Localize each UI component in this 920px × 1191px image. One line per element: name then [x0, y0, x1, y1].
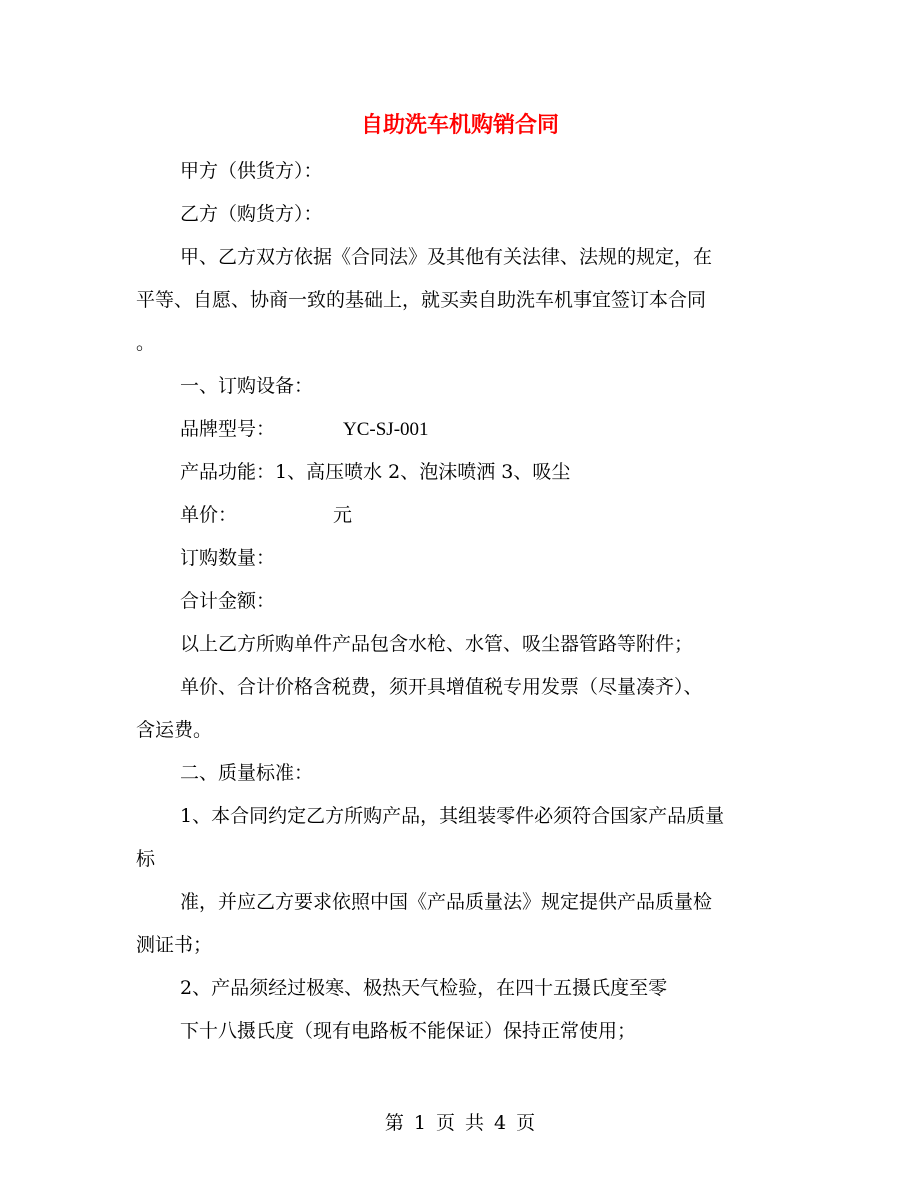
quality-item2-line-1: 2、产品须经过极寒、极热天气检验，在四十五摄氏度至零	[180, 977, 668, 999]
intro-line-2: 平等、自愿、协商一致的基础上，就买卖自助洗车机事宜签订本合同	[136, 289, 707, 311]
unit-price-line	[180, 502, 352, 528]
intro-line-1: 甲、乙方双方依据《合同法》及其他有关法律、法规的规定，在	[180, 246, 713, 268]
section2-heading: 二、质量标准：	[180, 762, 314, 784]
brand-model-line	[180, 416, 429, 443]
section1-heading: 一、订购设备：	[180, 375, 314, 397]
unit-price-label: 单价：	[180, 504, 238, 526]
footer-ye: 页	[435, 1112, 455, 1134]
quality-item2-line-2: 下十八摄氏度（现有电路板不能保证）保持正常使用；	[180, 1020, 637, 1042]
tax-line-1: 单价、合计价格含税费，须开具增值税专用发票（尽量凑齐）、	[180, 676, 703, 698]
tax-line-2: 含运费。	[136, 719, 213, 741]
quality-item1-line-2: 标	[136, 848, 156, 870]
party-a-line: 甲方（供货方）：	[180, 160, 323, 182]
accessories-line: 以上乙方所购单件产品包含水枪、水管、吸尘器管路等附件；	[180, 633, 694, 655]
footer-di: 第	[384, 1112, 404, 1134]
footer-ye-2: 页	[516, 1112, 536, 1134]
footer-gong: 共	[465, 1112, 485, 1134]
quantity-line: 订购数量：	[180, 547, 276, 569]
document-title: 自助洗车机购销合同	[360, 112, 559, 138]
total-amount-line: 合计金额：	[180, 590, 276, 612]
page-footer	[0, 1110, 920, 1136]
quality-item1-line-3: 准，并应乙方要求依照中国《产品质量法》规定提供产品质量检	[180, 891, 713, 913]
brand-model-value: YC-SJ-001	[343, 419, 429, 440]
unit-price-unit: 元	[333, 504, 353, 526]
footer-total-pages: 4	[494, 1112, 507, 1134]
footer-page-number: 1	[413, 1112, 426, 1134]
intro-line-3: 。	[136, 332, 156, 354]
quality-item1-line-1: 1、本合同约定乙方所购产品，其组装零件必须符合国家产品质量	[180, 805, 725, 827]
product-function-line: 产品功能：1、高压喷水 2、泡沫喷洒 3、吸尘	[180, 461, 571, 483]
party-b-line: 乙方（购货方）：	[180, 203, 323, 225]
quality-item1-line-4: 测证书；	[136, 934, 213, 956]
brand-model-label: 品牌型号：	[180, 418, 276, 440]
